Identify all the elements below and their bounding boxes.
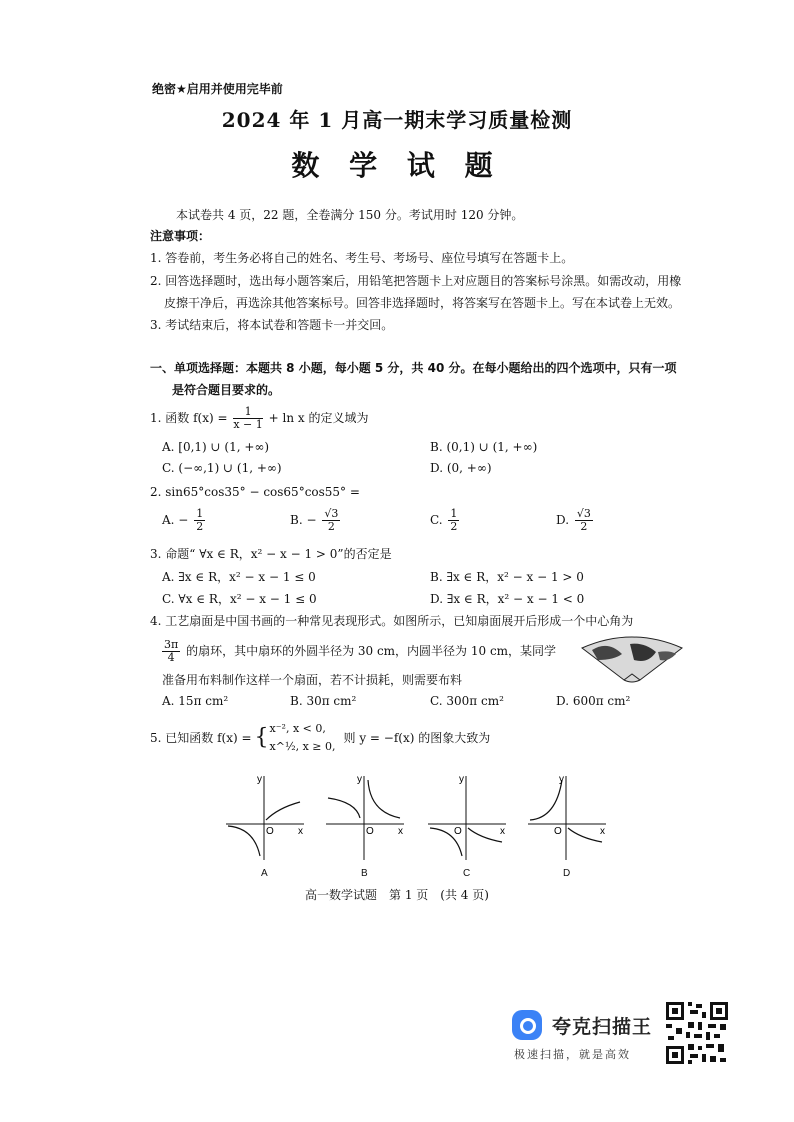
subject-title: 数 学 试 题	[291, 149, 503, 182]
question-2-stem: 2. sin65°cos35° − cos65°cos55° =	[150, 485, 360, 499]
q4-option-b: B. 30π cm²	[290, 694, 357, 708]
scanner-logo-icon	[512, 1010, 542, 1040]
q1-frac-num: 1	[233, 406, 262, 419]
q2-b-num: √3	[324, 507, 339, 520]
graph-option-d	[526, 772, 608, 879]
q1-option-c: C. (−∞,1) ∪ (1, +∞)	[162, 461, 282, 475]
graph-d-plot	[526, 772, 608, 862]
q4-option-c: C. 300π cm²	[430, 694, 504, 708]
q5-case-2: x^½, x ≥ 0,	[269, 740, 336, 753]
question-4-line3: 准备用布料制作这样一个扇面，若不计损耗，则需要布料	[162, 673, 463, 687]
graph-option-a	[224, 772, 306, 879]
graph-b-label: B	[361, 868, 368, 879]
section1-heading-cont: 是符合题目要求的。	[172, 383, 281, 397]
graph-option-c	[426, 772, 508, 879]
graph-c-plot	[426, 772, 508, 862]
graph-b-origin: O	[366, 826, 374, 837]
graph-d-y: y	[559, 774, 564, 785]
q5-prefix: 5. 已知函数 f(x) =	[150, 731, 252, 745]
q2-a-den: 2	[196, 520, 204, 533]
q2-c-frac	[448, 508, 459, 533]
q2-a-label: A. −	[162, 513, 189, 527]
graph-c-origin: O	[454, 826, 462, 837]
q1-fraction	[233, 406, 262, 431]
note-item-2: 2. 回答选择题时，选出每小题答案后，用铅笔把答题卡上对应题目的答案标号涂黑。如需改动，用橡	[150, 274, 682, 288]
question-4-line1: 4. 工艺扇面是中国书画的一种常见表现形式。如图所示，已知扇面展开后形成一个中心角为	[150, 614, 634, 628]
note-item-1: 1. 答卷前，考生务必将自己的姓名、考生号、考场号、座位号填写在答题卡上。	[150, 251, 574, 265]
q1-option-b: B. (0,1) ∪ (1, +∞)	[430, 440, 538, 454]
q1-prefix: 1. 函数 f(x) =	[150, 411, 228, 425]
graph-a-origin: O	[266, 826, 274, 837]
graph-option-b	[324, 772, 406, 879]
graph-c-y: y	[459, 774, 464, 785]
q2-c-label: C.	[430, 513, 443, 527]
q2-a-frac	[194, 508, 205, 533]
q4-line2-text: 的扇环，其中扇环的外圆半径为 30 cm，内圆半径为 10 cm，某同学	[186, 644, 557, 658]
q2-option-d	[556, 508, 595, 533]
graph-c-x: x	[500, 826, 505, 837]
question-1-stem	[150, 405, 368, 431]
graph-b-y: y	[357, 774, 362, 785]
q4-option-a: A. 15π cm²	[162, 694, 229, 708]
question-5-stem	[150, 716, 490, 760]
graph-b-plot	[324, 772, 406, 862]
qr-code-icon	[664, 1000, 730, 1066]
q2-option-a	[162, 508, 207, 533]
page-footer: 高一数学试题 第 1 页 (共 4 页)	[305, 888, 489, 902]
q3-option-a: A. ∃x ∈ R，x² − x − 1 ≤ 0	[162, 570, 316, 584]
graph-d-x: x	[600, 826, 605, 837]
q3-option-c: C. ∀x ∈ R，x² − x − 1 ≤ 0	[162, 592, 317, 606]
section1-heading: 一、单项选择题：本题共 8 小题，每小题 5 分，共 40 分。在每小题给出的四个选项中，只有一项	[150, 361, 677, 375]
q1-option-d: D. (0, +∞)	[430, 461, 492, 475]
q2-c-den: 2	[450, 520, 458, 533]
secret-mark: 绝密★启用并使用完毕前	[152, 82, 283, 96]
q4-option-d: D. 600π cm²	[556, 694, 631, 708]
q4-fraction	[162, 639, 180, 664]
q1-option-a: A. [0,1) ∪ (1, +∞)	[162, 440, 270, 454]
q5-brace: {	[254, 725, 269, 750]
q2-b-label: B. −	[290, 513, 317, 527]
q5-suffix: 则 y = −f(x) 的图象大致为	[343, 731, 491, 745]
note-item-2-cont: 皮擦干净后，再选涂其他答案标号。回答非选择题时，将答案写在答题卡上。写在本试卷上无效。	[164, 296, 681, 310]
graph-a-plot	[224, 772, 306, 862]
q2-c-num: 1	[450, 507, 458, 520]
fan-illustration	[578, 634, 686, 684]
q2-b-den: 2	[327, 520, 335, 533]
notes-heading: 注意事项：	[150, 229, 211, 243]
note-item-3: 3. 考试结束后，将本试卷和答题卡一并交回。	[150, 318, 394, 332]
graph-a-label: A	[261, 868, 268, 879]
q2-d-label: D.	[556, 513, 570, 527]
q2-d-num: √3	[576, 507, 591, 520]
q2-a-num: 1	[196, 507, 204, 520]
q2-d-frac	[575, 508, 593, 533]
q3-option-d: D. ∃x ∈ R，x² − x − 1 < 0	[430, 592, 585, 606]
graph-c-label: C	[463, 868, 471, 879]
q2-option-c	[430, 508, 461, 533]
q5-case-1: x⁻², x < 0,	[269, 722, 326, 735]
q5-cases	[270, 720, 336, 756]
graph-d-label: D	[563, 868, 571, 879]
q3-option-b: B. ∃x ∈ R，x² − x − 1 > 0	[430, 570, 584, 584]
q2-b-frac	[322, 508, 340, 533]
question-3-stem: 3. 命题“ ∀x ∈ R，x² − x − 1 > 0”的否定是	[150, 547, 392, 561]
q4-frac-den: 4	[167, 651, 175, 664]
intro-text: 本试卷共 4 页，22 题，全卷满分 150 分。考试用时 120 分钟。	[176, 208, 524, 222]
question-4-line2	[160, 638, 556, 664]
q4-frac-num: 3π	[164, 638, 179, 651]
q1-suffix: + ln x 的定义域为	[268, 411, 369, 425]
q1-frac-den: x − 1	[233, 418, 263, 431]
graph-a-y: y	[257, 774, 262, 785]
graph-b-x: x	[398, 826, 403, 837]
scanner-slogan: 极速扫描，就是高效	[514, 1048, 631, 1061]
graph-d-origin: O	[554, 826, 562, 837]
q2-option-b	[290, 508, 342, 533]
graph-a-x: x	[298, 826, 303, 837]
q2-d-den: 2	[580, 520, 588, 533]
exam-title: 2024 年 1 月高一期末学习质量检测	[221, 108, 573, 132]
scanner-app-name: 夸克扫描王	[552, 1016, 653, 1038]
